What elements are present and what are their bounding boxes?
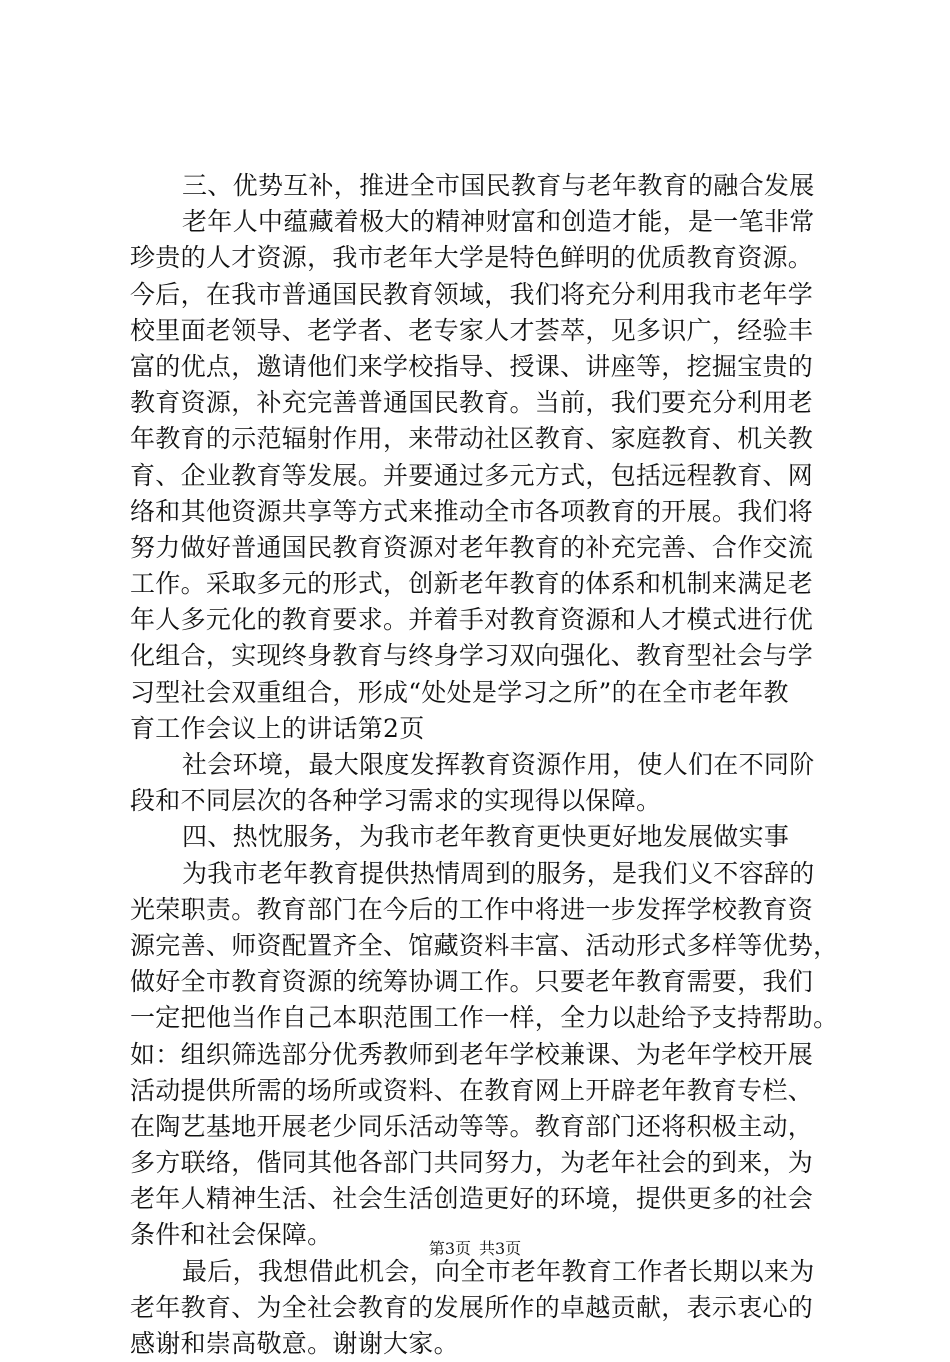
text-line: 络和其他资源共享等方式来推动全市各项教育的开展。我们将 — [130, 496, 814, 526]
page-number: 第3页 — [428, 1239, 471, 1258]
text-line: 最后，我想借此机会，向全市老年教育工作者长期以来为 — [182, 1256, 815, 1286]
text-line: 条件和社会保障。 — [130, 1220, 333, 1250]
text-line: 一定把他当作自己本职范围工作一样，全力以赴给予支持帮助。 — [130, 1003, 839, 1033]
text-line: 年人多元化的教育要求。并着手对教育资源和人才模式进行优 — [130, 605, 814, 635]
text-line: 社会环境，最大限度发挥教育资源作用，使人们在不同阶 — [182, 750, 815, 779]
text-line: 老年教育、为全社会教育的发展所作的卓越贡献，表示衷心的 — [130, 1292, 814, 1322]
text-line: 年教育的示范辐射作用，来带动社区教育、家庭教育、机关教 — [130, 424, 814, 454]
text-line: 源完善、师资配置齐全、馆藏资料丰富、活动形式多样等优势， — [130, 930, 839, 960]
text-line: 做好全市教育资源的统筹协调工作。只要老年教育需要，我们 — [130, 967, 814, 997]
text-line: 珍贵的人才资源，我市老年大学是特色鲜明的优质教育资源。 — [130, 243, 814, 273]
text-line: 育、企业教育等发展。并要通过多元方式，包括远程教育、网 — [130, 460, 814, 490]
section-heading-3: 三、优势互补，推进全市国民教育与老年教育的融合发展 — [182, 171, 815, 200]
text-line: 工作。采取多元的形式，创新老年教育的体系和机制来满足老 — [130, 569, 814, 599]
text-line: 活动提供所需的场所或资料、在教育网上开辟老年教育专栏、 — [130, 1075, 814, 1105]
text-line: 化组合，实现终身教育与终身学习双向强化、教育型社会与学 — [130, 641, 814, 671]
text-line: 老年人中蕴藏着极大的精神财富和创造才能，是一笔非常 — [182, 207, 815, 237]
text-line: 老年人精神生活、社会生活创造更好的环境，提供更多的社会 — [130, 1184, 814, 1214]
document-body — [130, 168, 839, 1362]
text-line: 教育资源，补充完善普通国民教育。当前，我们要充分利用老 — [130, 388, 814, 418]
text-line: 感谢和崇高敬意。谢谢大家。 — [130, 1329, 459, 1358]
text-line: 如：组织筛选部分优秀教师到老年学校兼课、为老年学校开展 — [130, 1039, 814, 1069]
text-line: 富的优点，邀请他们来学校指导、授课、讲座等，挖掘宝贵的 — [130, 351, 814, 381]
text-line: 校里面老领导、老学者、老专家人才荟萃，见多识广，经验丰 — [130, 315, 814, 345]
text-line: 段和不同层次的各种学习需求的实现得以保障。 — [130, 786, 662, 816]
text-line: 在陶艺基地开展老少同乐活动等等。教育部门还将积极主动， — [130, 1111, 814, 1141]
page-footer — [0, 1238, 950, 1260]
page-total: 共3页 — [479, 1239, 522, 1258]
text-line: 为我市老年教育提供热情周到的服务，是我们义不容辞的 — [182, 858, 815, 888]
section-heading-4: 四、热忱服务，为我市老年教育更快更好地发展做实事 — [182, 822, 790, 852]
text-line: 光荣职责。教育部门在今后的工作中将进一步发挥学校教育资 — [130, 894, 814, 924]
text-line: 习型社会双重组合，形成“处处是学习之所”的在全市老年教 — [130, 677, 789, 707]
text-line: 努力做好普通国民教育资源对老年教育的补充完善、合作交流 — [130, 532, 814, 562]
text-line: 今后，在我市普通国民教育领域，我们将充分利用我市老年学 — [130, 279, 814, 309]
text-line: 育工作会议上的讲话第2页 — [130, 713, 425, 743]
text-line: 多方联络，偕同其他各部门共同努力，为老年社会的到来，为 — [130, 1148, 814, 1178]
